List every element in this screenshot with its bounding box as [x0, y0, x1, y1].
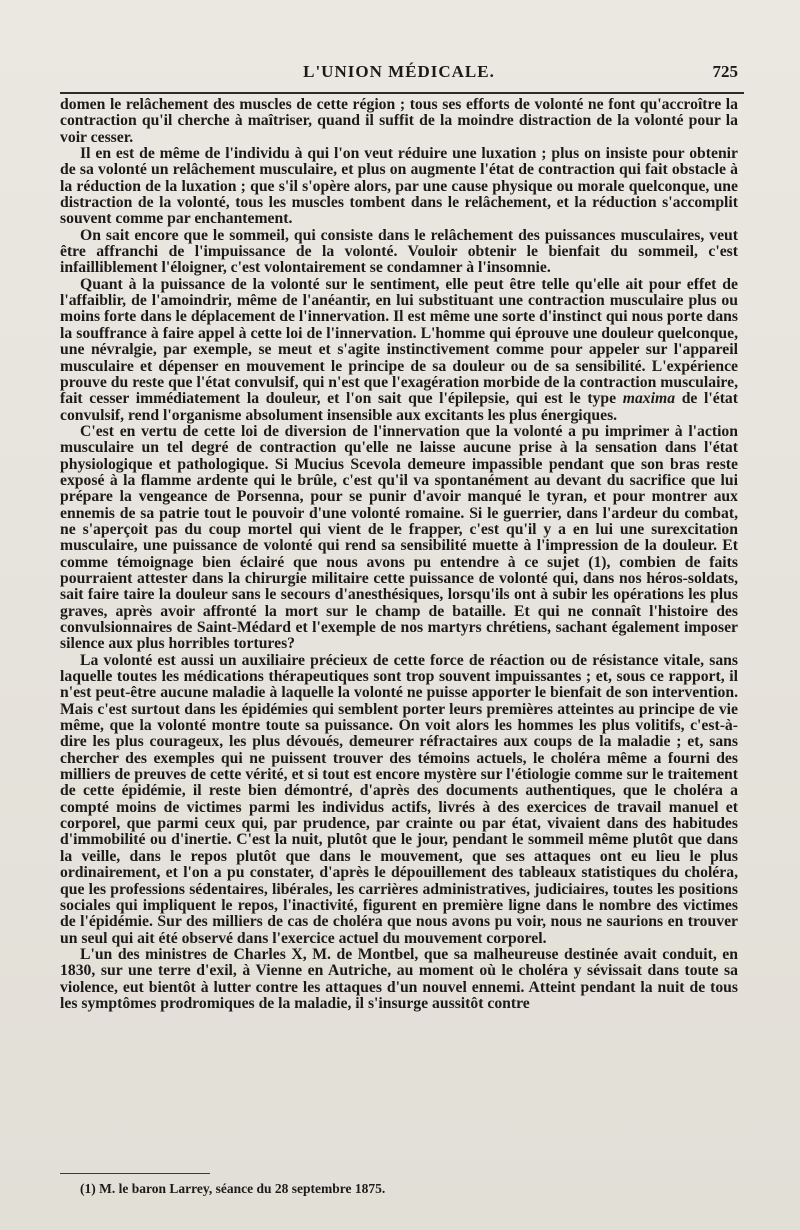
- paragraph-4-text-b: de l'état convulsif, rend l'organisme absolument insensible aux excitants les plus énergiques.: [60, 390, 738, 424]
- page-number: 725: [712, 62, 738, 81]
- paragraph-7: L'un des ministres de Charles X, M. de Montbel, que sa malheureuse destinée avait conduit, en 1830, sur une terre d'exil, à Vienne en Autriche, au moment où le choléra y sévissait dans toute sa violence, eut bientôt à lutter contre les attaques d'un nouvel ennemi. Atteint pendant la nuit de tous les symptômes prodromiques de la maladie, il s'insurge aussitôt contre: [60, 945, 738, 1012]
- paragraph-4-italic-maxima: maxima: [622, 390, 676, 408]
- paragraph-5: C'est en vertu de cette loi de diversion de l'innervation que la volonté a pu imprimer à l'action musculaire un tel degré de contraction qu'elle ne laisse aucune prise à la sensation dans l'état physiologique et pathologique. Si Mucius Scevola demeure impassible pendant que son bras reste exposé à la flamme ardente qui le brûle, c'est qu'il va spontanément au devant du sacrifice que lui prépare la vengeance de Porsenna, pour se punir d'avoir manqué le tyran, et pour montrer aux ennemis de sa patrie tout le pouvoir d'une volonté romaine. Si le guerrier, dans l'ardeur du combat, ne s'aperçoit pas du coup mortel qui vient de le frapper, c'est qu'il y a en lui une surexcitation musculaire, une puissance de volonté qui rend sa sensibilité muette à l'impression de la douleur. Et comme témoignage bien éclairé que nous avons pu entendre à ce sujet (1), combien de faits pourraient attester dans la chirurgie militaire cette puissance de volonté qui, dans nos héros-soldats, sait faire taire la douleur sans le secours d'anesthésiques, lorsqu'ils ont à subir les opérations les plus graves, après avoir affronté la mort sur le champ de bataille. Et qui ne connaît l'histoire des convulsionnaires de Saint-Médard et l'exemple de nos martyrs chrétiens, sachant également imposer silence aux plus horribles tortures?: [60, 422, 738, 653]
- paragraph-6: La volonté est aussi un auxiliaire précieux de cette force de réaction ou de résistance vitale, sans laquelle toutes les médications thérapeutiques sont trop souvent impuissantes ; et, sous ce rapport, il n'est peut-être aucune maladie à laquelle la volonté ne puisse apporter le bienfait de son intervention. Mais c'est surtout dans les épidémies qui semblent porter leurs premières atteintes au principe de vie même, que la volonté montre toute sa puissance. On voit alors les hommes les plus volitifs, c'est-à-dire les plus courageux, les plus dévoués, demeurer réfractaires aux coups de la maladie ; et, sans chercher des exemples qui ne puissent trouver des témoins actuels, le choléra même a fourni des milliers de preuves de cette vérité, et si tout est encore mystère sur l'étiologie comme sur le traitement de cette épidémie, il reste bien démontré, d'après des documents authentiques, que le choléra a compté moins de victimes parmi les individus actifs, livrés à des exercices de travail manuel et corporel, que parmi ceux qui, par prudence, par crainte ou par état, vivaient dans des habitudes d'immobilité ou d'inertie. C'est la nuit, plutôt que le jour, pendant le sommeil même plutôt que dans la veille, dans le repos plutôt que dans le mouvement, que ses attaques ont eu lieu le plus ordinairement, et l'on a pu constater, d'après le dépouillement des tableaux statistiques du choléra, que les professions sédentaires, libérales, les carrières administratives, judiciaires, toutes les positions sociales qui impliquent le repos, l'inactivité, figurent en première ligne dans le nombre des victimes de l'épidémie. Sur des milliers de cas de choléra que nous avons pu voir, nous ne saurions en trouver un seul qui ait été observé dans l'exercice actuel du mouvement corporel.: [60, 651, 738, 947]
- footnote-rule: [60, 1173, 210, 1174]
- paragraph-1: domen le relâchement des muscles de cette région ; tous ses efforts de volonté ne font qu'accroître la contraction qu'il cherche à maîtriser, quand il suffit de la moindre distraction de la volonté pour la voir cesser.: [60, 96, 738, 146]
- paragraph-3: On sait encore que le sommeil, qui consiste dans le relâchement des puissances musculaires, veut être affranchi de l'impuissance de la volonté. Vouloir obtenir le bienfait du sommeil, c'est infailliblement l'éloigner, c'est volontairement se condamner à l'insomnie.: [60, 226, 738, 277]
- header-rule: [60, 92, 744, 94]
- footnote: (1) M. le baron Larrey, séance du 28 septembre 1875.: [80, 1181, 386, 1196]
- paragraph-4: [60, 277, 738, 424]
- body-text: [60, 97, 738, 1012]
- paragraph-4-text-a: Quant à la puissance de la volonté sur le sentiment, elle peut être telle qu'elle ait pour effet de l'affaiblir, de l'amoindrir, même de l'anéantir, en lui substituant une contraction musculaire plus ou moins forte dans le déplacement de l'innervation. Il est même une sorte d'instinct qui nous porte dans la souffrance à faire appel à cette loi de l'innervation. L'homme qui éprouve une douleur quelconque, une névralgie, par exemple, se meut et s'agite instinctivement comme pour appeler sur l'appareil musculaire et dépenser en mouvement le principe de sa douleur ou de sa sensibilité. L'expérience prouve du reste que l'état convulsif, qui n'est que l'exagération morbide de la contraction musculaire, fait cesser immédiatement la douleur, et l'on sait que l'épilepsie, qui est le type: [60, 275, 738, 408]
- paragraph-2: Il en est de même de l'individu à qui l'on veut réduire une luxation ; plus on insiste pour obtenir de sa volonté un relâchement musculaire, et plus on augmente l'état de contraction qui fait obstacle à la réduction de la luxation ; que s'il s'opère alors, par une cause physique ou morale quelconque, une distraction de la volonté, tous les muscles tombent dans le relâchement, et la réduction s'accomplit souvent comme par enchantement.: [60, 145, 738, 228]
- page-header: [60, 58, 738, 90]
- running-title: L'UNION MÉDICALE.: [303, 62, 495, 81]
